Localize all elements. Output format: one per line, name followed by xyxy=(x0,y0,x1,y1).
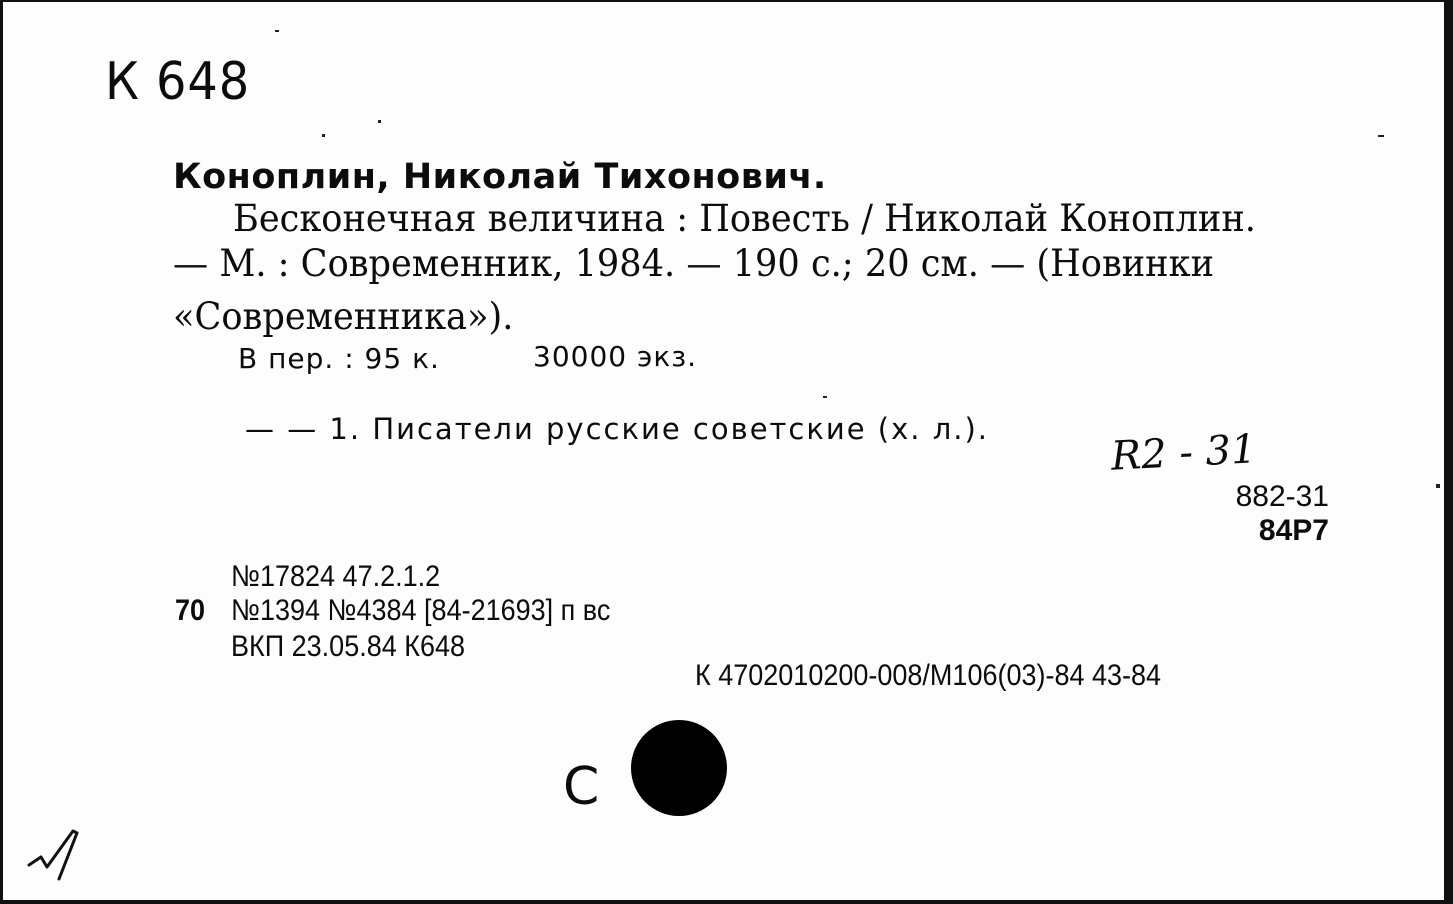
speck xyxy=(1436,484,1440,488)
isbn-line: К 4702010200-008/М106(03)-84 43-84 xyxy=(695,659,1162,692)
speck xyxy=(275,30,279,32)
handwritten-code: R2 - 31 xyxy=(1109,426,1258,480)
series-line: «Современника»). xyxy=(173,295,514,338)
price-text: В пер. : 95 к. xyxy=(238,342,440,375)
registration-line-2: №1394 №4384 [84-21693] п вс xyxy=(231,594,611,627)
handwritten-number-1 xyxy=(25,827,95,887)
filled-circle-icon xyxy=(631,720,727,816)
subject-heading: — — 1. Писатели русские советские (х. л.). xyxy=(245,412,989,446)
print-run-text: 30000 экз. xyxy=(533,340,698,373)
letter-mark: С xyxy=(563,757,600,817)
imprint-line: — М. : Современник, 1984. — 190 с.; 20 см. — (Новинки xyxy=(173,242,1215,285)
speck xyxy=(322,134,325,137)
class-number: 882-31 xyxy=(1235,480,1329,513)
speck xyxy=(1378,135,1384,137)
title-line: Бесконечная величина : Повесть / Николай Коноплин. xyxy=(233,197,1256,240)
shelfmark: К 648 xyxy=(105,52,251,112)
speck xyxy=(823,396,827,398)
registration-line-1: №17824 47.2.1.2 xyxy=(231,560,441,593)
author-heading: Коноплин, Николай Тихонович. xyxy=(173,157,827,197)
registration-line-3: ВКП 23.05.84 К648 xyxy=(231,630,466,663)
class-code: 84Р7 xyxy=(1258,514,1329,547)
registration-lead-number: 70 xyxy=(175,594,206,627)
speck xyxy=(378,120,381,123)
